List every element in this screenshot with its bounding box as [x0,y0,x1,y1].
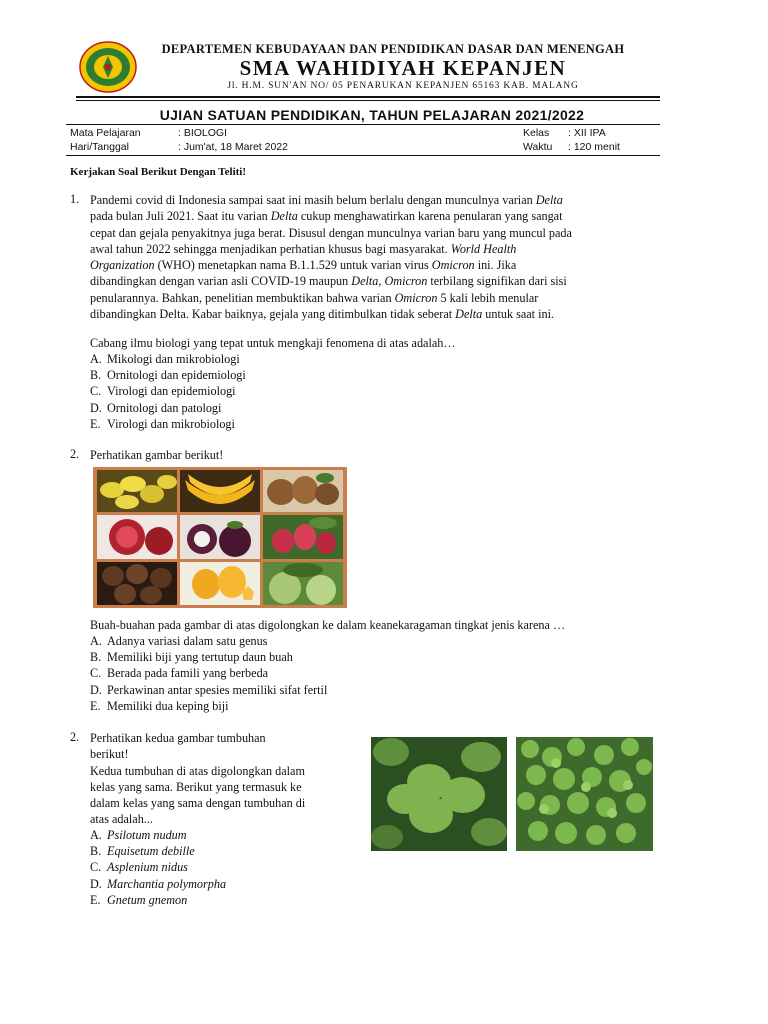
option-d: D. Marchantia polymorpha [90,876,227,891]
info-divider-top [66,124,660,125]
question-1-question: Cabang ilmu biologi yang tepat untuk mengkaji fenomena di atas adalah… [90,336,456,350]
passage-line: pada bulan Juli 2021. Saat itu varian Delta cukup menghawatirkan karena penularan yang sangat [90,209,563,224]
option-b: B. Ornitologi dan epidemiologi [90,368,246,383]
header-divider-thin [76,100,660,101]
fruit-image-grid [93,467,347,608]
class-label: Kelas [523,127,550,139]
time-value: : 120 menit [568,141,620,153]
subject-label: Mata Pelajaran [70,127,141,139]
question-2-question: Buah-buahan pada gambar di atas digolongkan ke dalam keanekaragaman tingkat jenis karena … [90,618,566,632]
passage-line: Pandemi covid di Indonesia sampai saat ini masih belum berlalu dengan munculnya varian Delta [90,193,563,207]
mangosteen-image [180,515,260,559]
time-label: Waktu [523,141,553,153]
option-c: C. Berada pada famili yang berbeda [90,666,269,681]
question-1-options [90,351,246,432]
starfruit-image [97,470,177,512]
passage-line: penularannya. Bahkan, penelitian membuktikan bahwa varian Omicron 5 kali lebih menular [90,290,539,305]
passage-line: dibandingkan Delta. Kabar baiknya, gejala yang ditimbulkan tidak seberat Delta untuk saat ini. [90,307,555,322]
info-divider-bottom [66,155,660,156]
question-1-number: 1. [70,192,80,206]
header-divider [76,96,660,98]
starfruit-slices-image [180,562,260,605]
sapodilla-image [263,470,343,512]
question-3-number: 2. [70,730,80,744]
question-line: Perhatikan kedua gambar tumbuhan [90,731,266,745]
pomegranate-image [97,515,177,559]
passage-line: cepat dan gejala penyakitnya juga berat. Disusul dengan munculnya varian baru yang muncul pada [90,225,572,240]
clover-fern-image [371,737,507,851]
salak-image [97,562,177,605]
small-leaf-fern-image [516,737,653,851]
department-name: DEPARTEMEN KEBUDAYAAN DAN PENDIDIKAN DASAR DAN MENENGAH [161,42,625,56]
question-3-text [90,730,370,828]
passage-line: awal tahun 2022 sehingga menjadikan perhatian khusus bagi masyarakat. World Health [90,241,517,256]
question-line: dalam kelas yang sama dengan tumbuhan di [90,796,306,811]
option-c: C. Virologi dan epidemiologi [90,384,236,399]
question-line: berikut! [90,747,129,762]
question-line: atas adalah... [90,812,153,827]
exam-title: UJIAN SATUAN PENDIDIKAN, TAHUN PELAJARAN 2021/2022 [159,107,585,123]
question-line: Kedua tumbuhan di atas digolongkan dalam [90,763,305,778]
question-3-options [90,827,226,908]
subject-value: : BIOLOGI [178,127,228,139]
school-name: SMA WAHIDIYAH KEPANJEN [239,56,567,80]
option-a: A. Adanya variasi dalam satu genus [90,634,268,648]
rose-apple-image [263,515,343,559]
passage-line: dibandingkan dengan varian asli COVID-19 maupun Delta, Omicron terbilang signifikan dari sisi [90,274,567,289]
jackfruit-image [263,562,343,605]
date-label: Hari/Tanggal [70,141,129,153]
option-b: B. Equisetum debille [90,844,195,859]
question-1-passage [90,192,700,322]
question-2-prompt: Perhatikan gambar berikut! [90,448,224,462]
question-line: kelas yang sama. Berikut yang termasuk ke [90,779,302,794]
school-address: Jl. H.M. SUN'AN NO/ 05 PENARUKAN KEPANJEN 65163 KAB. MALANG [227,81,579,91]
date-value: : Jum'at, 18 Maret 2022 [178,141,288,153]
option-a: A. Mikologi dan mikrobiologi [90,352,240,366]
option-a: A. Psilotum nudum [90,828,187,842]
option-d: D. Ornitologi dan patologi [90,400,222,415]
option-d: D. Perkawinan antar spesies memiliki sifat fertil [90,682,328,697]
question-2-options [90,633,327,714]
class-value: : XII IPA [568,127,606,139]
option-e: E. Virologi dan mikrobiologi [90,416,235,431]
option-e: E. Gnetum gnemon [90,892,188,907]
question-2-number: 2. [70,447,80,461]
option-e: E. Memiliki dua keping biji [90,698,229,713]
instruction: Kerjakan Soal Berikut Dengan Teliti! [70,166,247,178]
banana-image [180,470,260,512]
option-b: B. Memiliki biji yang tertutup daun buah [90,650,293,665]
passage-line: Organization (WHO) menetapkan nama B.1.1.529 untuk varian virus Omicron ini. Jika [90,258,517,273]
option-c: C. Asplenium nidus [90,860,188,875]
